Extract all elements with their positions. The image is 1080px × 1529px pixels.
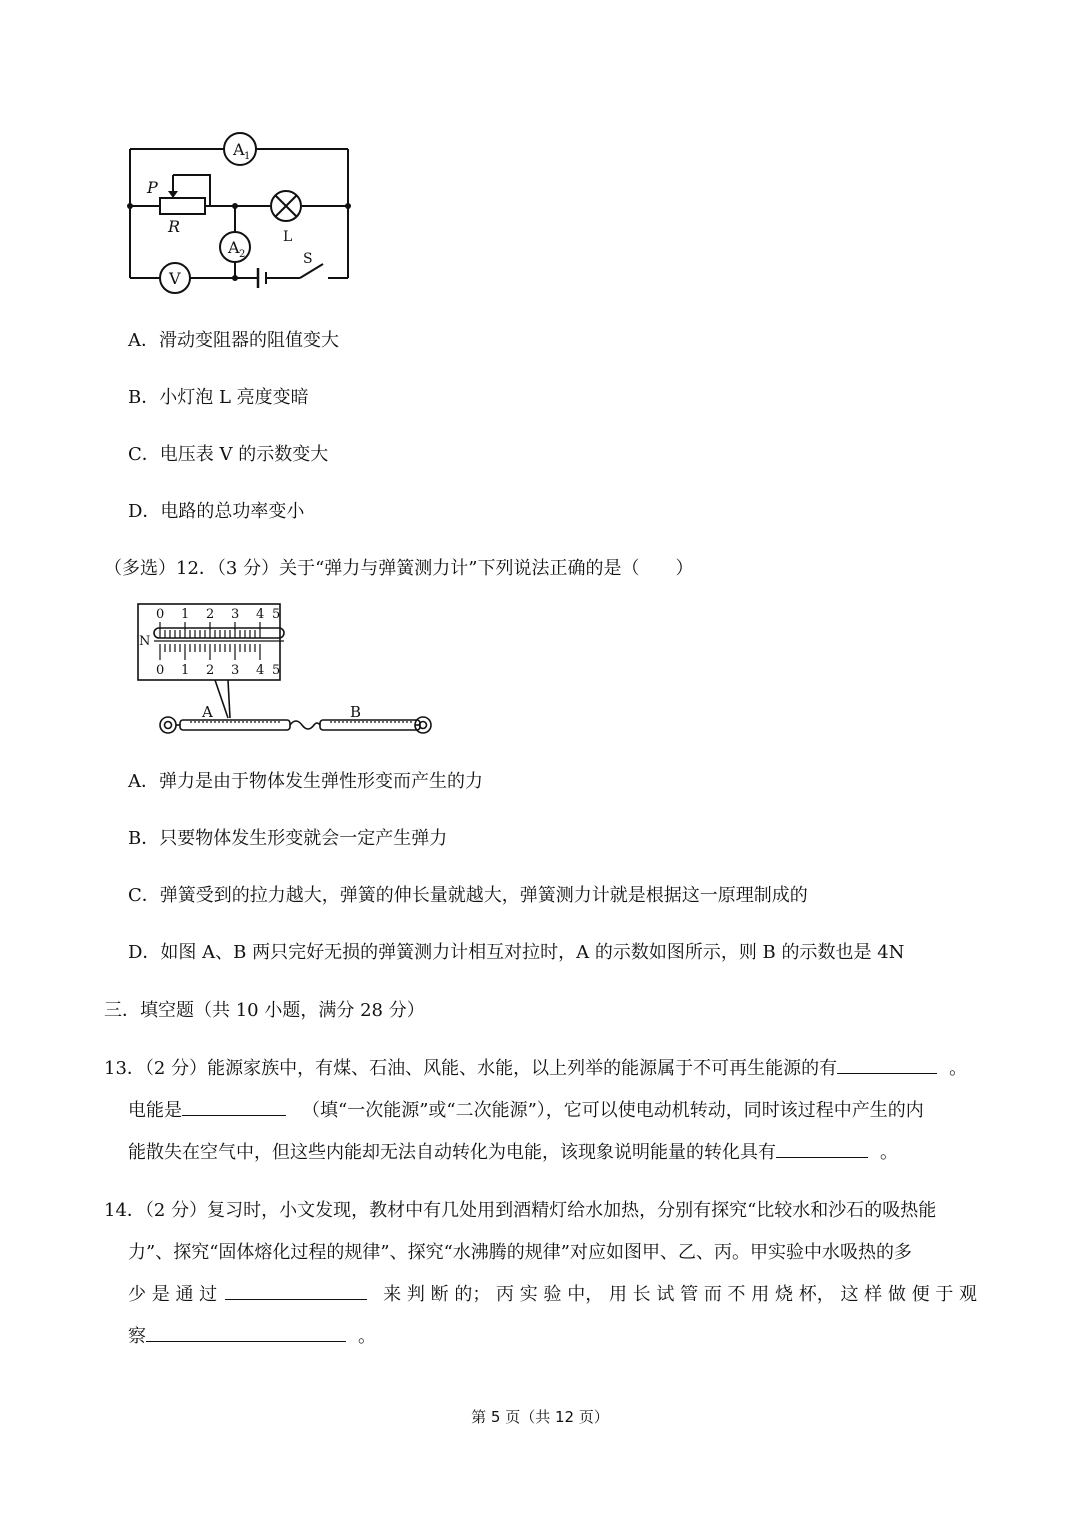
q14-line-4 <box>128 1322 376 1348</box>
q13-line-2 <box>128 1096 924 1122</box>
slider-label: P <box>147 178 158 197</box>
scale-number-2: 2 <box>206 607 215 622</box>
q13-blank-3[interactable] <box>776 1143 868 1158</box>
q13-blank-1[interactable] <box>837 1059 937 1074</box>
q14-blank-1[interactable] <box>225 1285 367 1300</box>
q11-option-b: B．小灯泡 L 亮度变暗 <box>128 387 309 408</box>
q14-line-3 <box>128 1280 977 1306</box>
scale-number-3: 3 <box>231 607 240 622</box>
scale-number-lower-5: 5 <box>272 663 281 678</box>
ammeter-a1-label: A <box>233 140 245 159</box>
voltmeter-label: V <box>169 269 181 288</box>
ammeter-a2-label: A <box>228 238 240 257</box>
ammeter-a1-subscript: 1 <box>244 151 251 162</box>
scale-number-4: 4 <box>256 607 265 622</box>
q14-line-2: 力”、探究“固体熔化过程的规律”、探究“水沸腾的规律”对应如图甲、乙、丙。甲实验中水吸热的多 <box>128 1242 913 1263</box>
q12-option-b: B．只要物体发生形变就会一定产生弹力 <box>128 828 448 849</box>
q14-line-4-end: 。 <box>358 1326 376 1347</box>
circuit-diagram <box>118 128 368 300</box>
spring-scale-b-label: B <box>350 703 362 721</box>
q13-blank-2[interactable] <box>182 1101 286 1116</box>
q13-line-3 <box>128 1138 898 1164</box>
q12-option-a: A．弹力是由于物体发生弹性形变而产生的力 <box>128 771 483 792</box>
q12-option-c: C．弹簧受到的拉力越大，弹簧的伸长量就越大，弹簧测力计就是根据这一原理制成的 <box>128 885 808 906</box>
scale-number-0: 0 <box>156 607 165 622</box>
spring-scale-a-label: A <box>202 703 213 721</box>
q11-option-a: A．滑动变阻器的阻值变大 <box>128 330 339 351</box>
q14-line-4-start: 察 <box>128 1326 146 1347</box>
ammeter-a2-subscript: 2 <box>239 249 246 260</box>
q13-line-2-start: 电能是 <box>128 1100 182 1121</box>
scale-number-lower-1: 1 <box>181 663 190 678</box>
q13-line-2-rest: （填“一次能源”或“二次能源”），它可以使电动机转动，同时该过程中产生的内 <box>302 1100 924 1121</box>
q12-option-d: D．如图 A、B 两只完好无损的弹簧测力计相互对拉时，A 的示数如图所示，则 B 的示数也是 4N <box>128 942 905 963</box>
switch-label: S <box>303 251 313 267</box>
q11-option-d: D．电路的总功率变小 <box>128 501 305 522</box>
q13-line-1 <box>104 1054 967 1080</box>
q14-line-3-start: 少 是 通 过 <box>128 1284 218 1305</box>
q13-line-1-end: 。 <box>949 1058 968 1079</box>
rheostat-label: R <box>168 217 181 236</box>
q13-line-3-text: 能散失在空气中，但这些内能却无法自动转化为电能，该现象说明能量的转化具有 <box>128 1142 776 1163</box>
q13-line-3-end: 。 <box>880 1142 898 1163</box>
scale-number-lower-4: 4 <box>256 663 265 678</box>
lamp-label: L <box>283 229 293 245</box>
scale-number-lower-3: 3 <box>231 663 240 678</box>
q11-option-c: C．电压表 V 的示数变大 <box>128 444 329 465</box>
scale-number-lower-0: 0 <box>156 663 165 678</box>
scale-number-1: 1 <box>181 607 190 622</box>
scale-unit-label: N <box>139 634 151 649</box>
section-heading: 三．填空题（共 10 小题，满分 28 分） <box>104 1000 425 1021</box>
q13-line-1-text: 13．（2 分）能源家族中，有煤、石油、风能、水能，以上列举的能源属于不可再生能源的有 <box>104 1058 838 1079</box>
q12-stem: （多选）12．（3 分）关于“弹力与弹簧测力计”下列说法正确的是（ ） <box>104 558 694 579</box>
scale-number-5: 5 <box>272 607 281 622</box>
q14-blank-2[interactable] <box>146 1327 346 1342</box>
spring-scale-figure <box>139 600 440 740</box>
page-footer: 第 5 页（共 12 页） <box>471 1408 609 1426</box>
q14-line-3-rest: 来 判 断 的； 丙 实 验 中， 用 长 试 管 而 不 用 烧 杯， 这 样 做 便 于 观 <box>383 1284 978 1305</box>
q14-line-1: 14．（2 分）复习时，小文发现，教材中有几处用到酒精灯给水加热，分别有探究“比较水和沙石的吸热能 <box>104 1200 937 1221</box>
scale-number-lower-2: 2 <box>206 663 215 678</box>
